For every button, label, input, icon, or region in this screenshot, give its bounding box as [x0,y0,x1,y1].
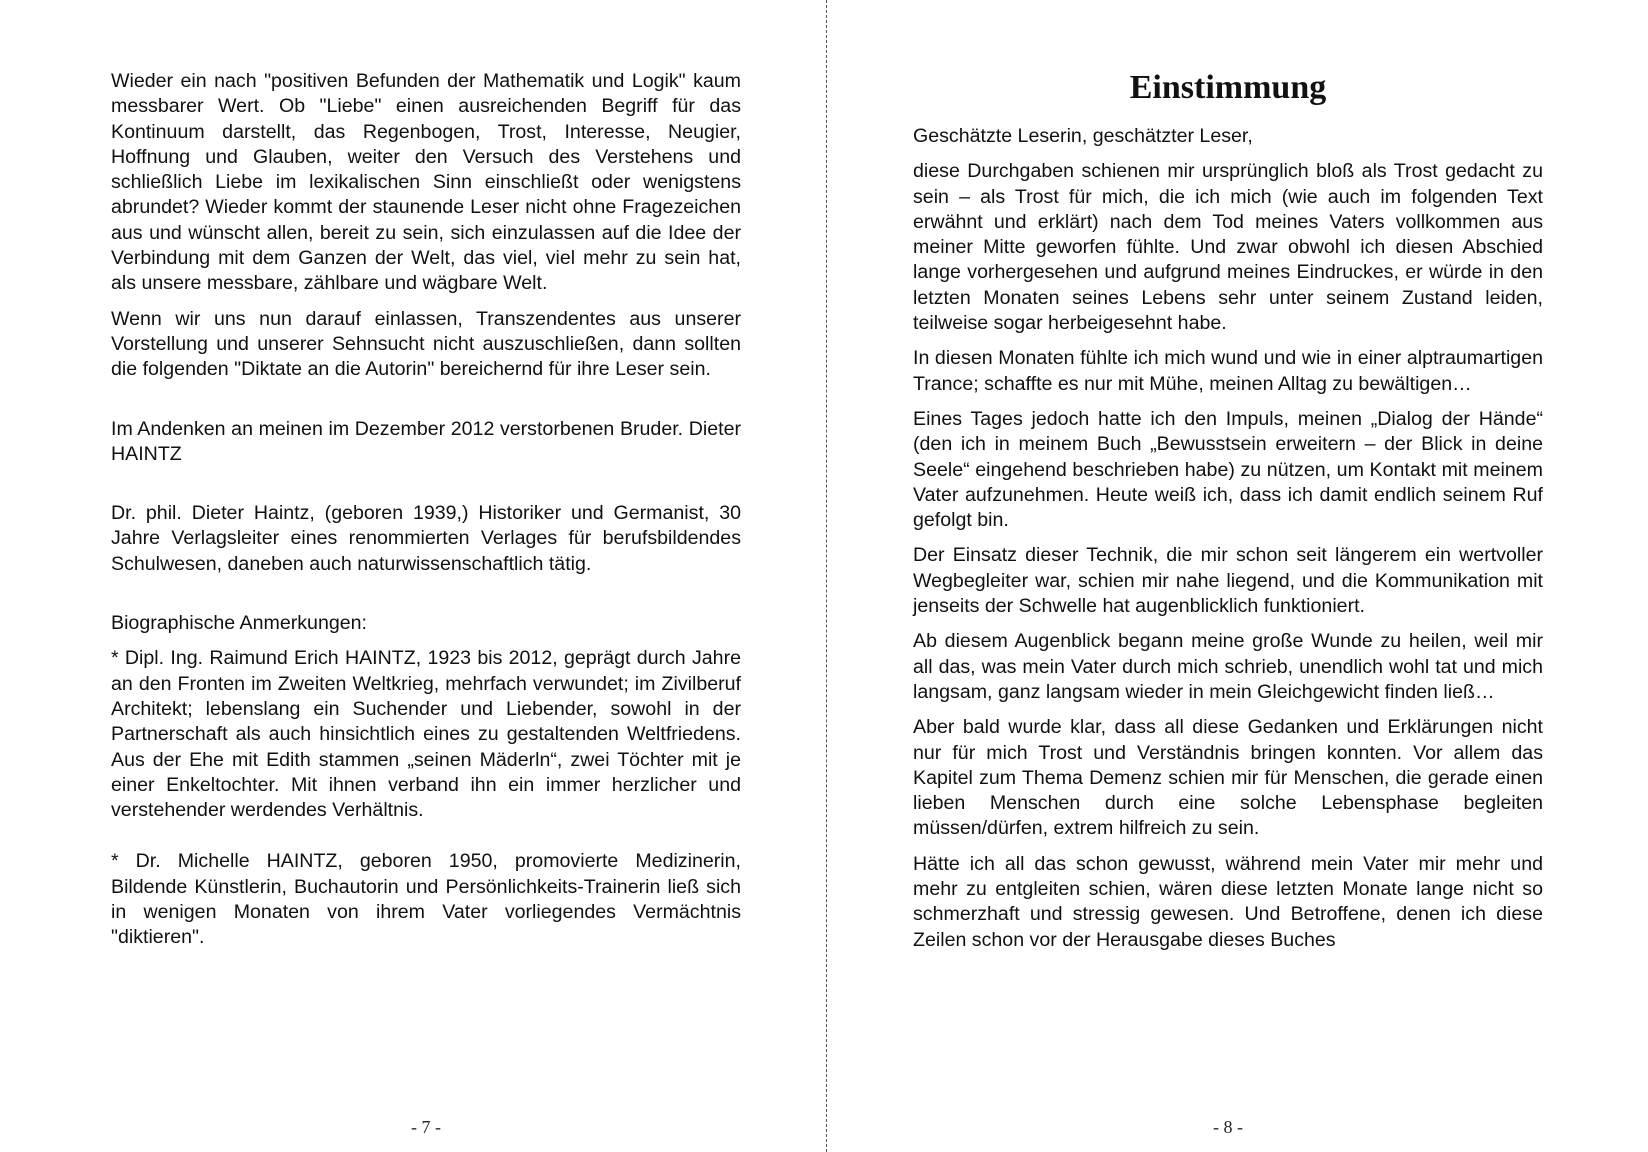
page-number: - 8 - [1213,1117,1243,1137]
paragraph: * Dr. Michelle HAINTZ, geboren 1950, promovierte Medizinerin, Bildende Künstlerin, Buchautorin und Persönlichkeits-Trainerin ließ sich in wenigen Monaten von ihrem Vater vorliegendes Vermächtnis "diktieren". [111,850,741,949]
left-page-body [111,69,741,961]
paragraph: Der Einsatz dieser Technik, die mir schon seit längerem ein wertvoller Wegbegleiter war, schien mir nahe liegend, und die Kommunikation mit jenseits der Schwelle hat augenblicklich funktioniert. [913,544,1543,618]
left-page [111,0,741,1152]
section-heading: Biographische Anmerkungen: [111,612,367,635]
right-page [913,0,1543,1152]
paragraph: Ab diesem Augenblick begann meine große Wunde zu heilen, weil mir all das, was mein Vater durch mich schrieb, unendlich wohl tat und mich langsam, ganz langsam wieder in mein Gleichgewicht finden ließ… [913,630,1543,703]
page-divider [826,0,827,1152]
salutation: Geschätzte Leserin, geschätzter Leser, [913,125,1253,147]
paragraph: Wenn wir uns nun darauf einlassen, Transzendentes aus unserer Vorstellung und unserer Sehnsucht nicht auszuschließen, dann sollten die folgenden "Diktate an die Autorin" bereichernd für ihre Leser sein. [111,307,741,381]
paragraph: In diesen Monaten fühlte ich mich wund und wie in einer alptraumartigen Trance; schaffte es nur mit Mühe, meinen Alltag zu bewältigen… [913,347,1543,395]
paragraph: Wieder ein nach "positiven Befunden der Mathematik und Logik" kaum messbarer Wert. Ob "Liebe" einen ausreichenden Begriff für das Kontinuum darstellt, das Regenbogen, Trost, Interesse, Neugier, Hoffnung und Glauben, weiter den Versuch des Verstehens und schließlich Liebe im lexikalischen Sinn einschließt oder wenigstens abrundet? Wieder kommt der staunende Leser nicht ohne Fragezeichen aus und wünscht allen, bereit zu sein, sich einzulassen auf die Idee der Verbindung mit dem Ganzen der Welt, das viel, viel mehr zu sein hat, als unsere messbare, zählbare und wägbare Welt. [111,70,741,295]
page-number: - 7 - [411,1117,441,1137]
paragraph: Aber bald wurde klar, dass all diese Gedanken und Erklärungen nicht nur für mich Trost und Verständnis bringen konnten. Vor allem das Kapitel zum Thema Demenz schien mir für Menschen, die gerade einen lieben Menschen durch eine solche Lebensphase begleiten müssen/dürfen, extrem hilfreich zu sein. [913,716,1543,840]
paragraph: Eines Tages jedoch hatte ich den Impuls, meinen „Dialog der Hände“ (den ich in meinem Buch „Bewusstsein erweitern – der Blick in deine Seele“ eingehend beschrieben habe) zu nützen, um Kontakt mit meinem Vater aufzunehmen. Heute weiß ich, dass ich damit endlich seinem Ruf gefolgt bin. [913,407,1543,532]
paragraph: Hätte ich all das schon gewusst, während mein Vater mir mehr und mehr zu entgleiten schien, wären diese letzten Monate lange nicht so schmerzhaft und stressig gewesen. Und Betroffene, denen ich diese Zeilen schon vor der Herausgabe dieses Buches [913,852,1543,951]
right-page-body [913,124,1543,963]
paragraph: diese Durchgaben schienen mir ursprünglich bloß als Trost gedacht zu sein – als Trost für mich, die ich mich (wie auch im folgenden Text erwähnt und erklärt) nach dem Tod meines Vaters vollkommen aus meiner Mitte geworfen fühlte. Und zwar obwohl ich diesen Abschied lange vorhergesehen und aufgrund meines Eindruckes, er würde in den letzten Monaten seines Lebens sehr unter seinem Zustand leiden, teilweise sogar herbeigesehnt habe. [913,160,1543,335]
dedication: Im Andenken an meinen im Dezember 2012 verstorbenen Bruder. Dieter HAINTZ [111,417,741,465]
chapter-title: Einstimmung [1129,69,1327,106]
paragraph: * Dipl. Ing. Raimund Erich HAINTZ, 1923 bis 2012, geprägt durch Jahre an den Fronten im Zweiten Weltkrieg, mehrfach verwundet; im Zivilberuf Architekt; lebenslang ein Suchender und Liebender, sowohl in der Partnerschaft als auch hinsichtlich eines zu gestaltenden Weltfriedens. Aus der Ehe mit Edith stammen „seinen Mäderln“, zwei Töchter mit je einer Enkeltochter. Mit ihnen verband ihn ein immer herzlicher und verstehender werdendes Verhältnis. [111,647,741,822]
paragraph: Dr. phil. Dieter Haintz, (geboren 1939,) Historiker und Germanist, 30 Jahre Verlagsleiter eines renommierten Verlages für berufsbildendes Schulwesen, daneben auch naturwissenschaftlich tätig. [111,502,741,575]
